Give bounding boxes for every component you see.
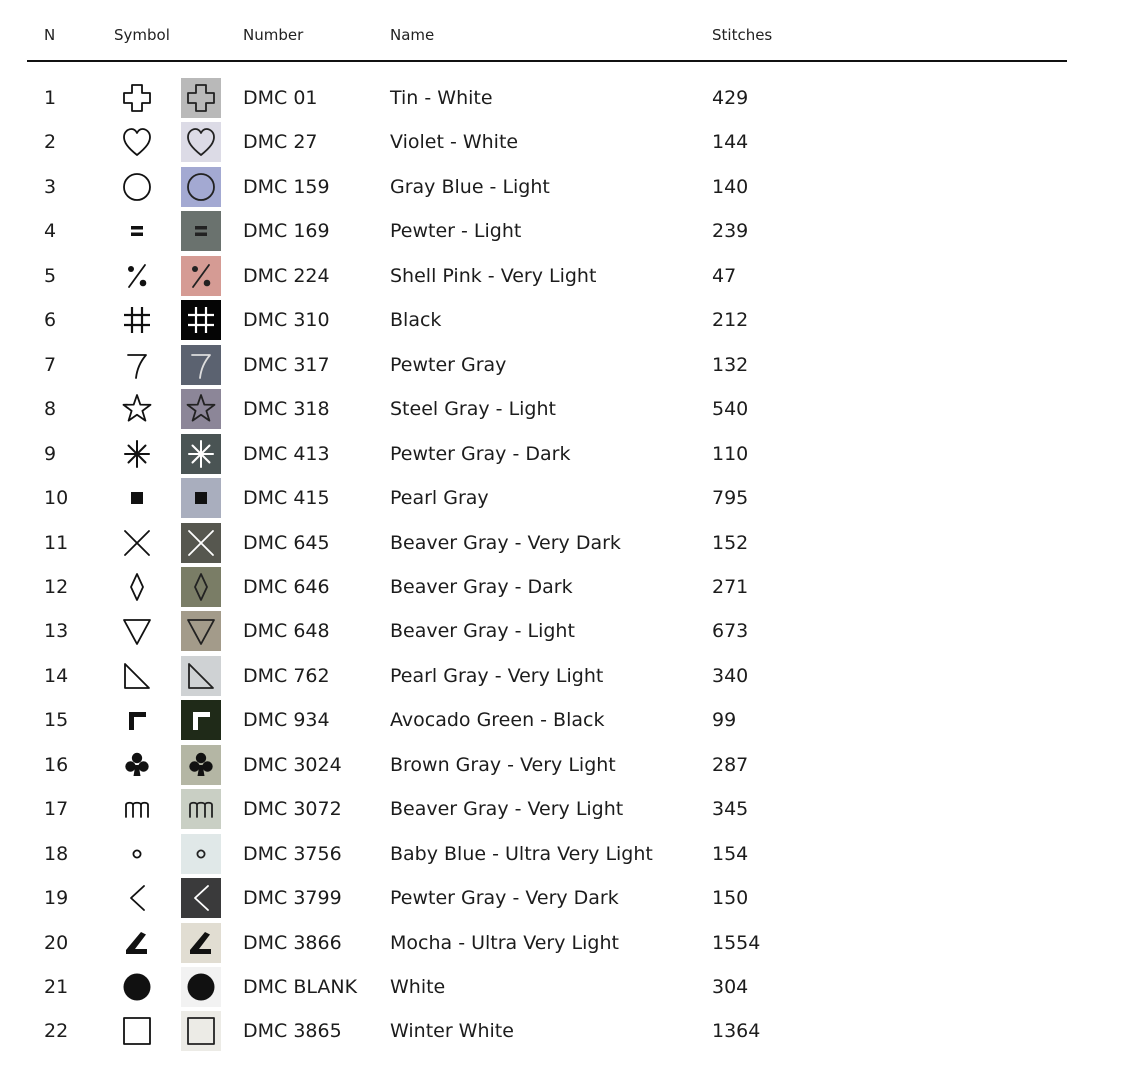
hash-icon bbox=[117, 300, 157, 340]
row-index: 13 bbox=[44, 620, 69, 643]
diamond-outline-icon bbox=[117, 567, 157, 607]
table-row bbox=[0, 654, 1140, 698]
header-number: Number bbox=[243, 26, 304, 44]
color-swatch bbox=[181, 300, 221, 340]
thread-number: DMC 3756 bbox=[243, 842, 342, 865]
corner-bracket-icon bbox=[117, 700, 157, 740]
filled-circle-icon bbox=[117, 967, 157, 1007]
star-outline-icon bbox=[117, 389, 157, 429]
table-row bbox=[0, 921, 1140, 965]
color-swatch bbox=[181, 611, 221, 651]
thread-name: Pearl Gray bbox=[390, 487, 489, 510]
color-swatch bbox=[181, 167, 221, 207]
color-swatch bbox=[181, 700, 221, 740]
angle-mark-icon bbox=[117, 923, 157, 963]
club-icon bbox=[117, 745, 157, 785]
table-row bbox=[0, 387, 1140, 431]
row-index: 3 bbox=[44, 175, 57, 198]
chevron-left-icon bbox=[117, 878, 157, 918]
color-swatch bbox=[181, 389, 221, 429]
table-row bbox=[0, 476, 1140, 520]
row-index: 12 bbox=[44, 575, 69, 598]
header-name: Name bbox=[390, 26, 435, 44]
thread-name: Pearl Gray - Very Light bbox=[390, 664, 604, 687]
thread-name: White bbox=[390, 976, 446, 998]
row-index: 5 bbox=[44, 264, 57, 287]
thread-number: DMC 415 bbox=[243, 487, 330, 510]
stitch-count: 345 bbox=[712, 798, 749, 821]
thread-name: Pewter Gray - Very Dark bbox=[390, 887, 619, 910]
color-swatch bbox=[181, 834, 221, 874]
square-outline-icon bbox=[117, 1011, 157, 1051]
stitch-count: 47 bbox=[712, 264, 737, 287]
stitch-count: 340 bbox=[712, 664, 749, 687]
stitch-count: 140 bbox=[712, 175, 749, 198]
row-index: 16 bbox=[44, 753, 69, 776]
thread-number: DMC 3072 bbox=[243, 798, 342, 821]
thread-number: DMC 3024 bbox=[243, 753, 342, 776]
thread-name: Steel Gray - Light bbox=[390, 398, 556, 421]
stitch-count: 1364 bbox=[712, 1020, 761, 1043]
color-swatch bbox=[181, 923, 221, 963]
table-row bbox=[0, 165, 1140, 209]
color-swatch bbox=[181, 567, 221, 607]
row-index: 19 bbox=[44, 887, 69, 910]
x-mark-icon bbox=[117, 523, 157, 563]
thread-number: DMC 224 bbox=[243, 264, 330, 287]
color-swatch bbox=[181, 656, 221, 696]
thread-name: Mocha - Ultra Very Light bbox=[390, 931, 619, 954]
thread-name: Pewter Gray - Dark bbox=[390, 442, 571, 465]
equals-icon bbox=[117, 211, 157, 251]
seven-icon bbox=[117, 345, 157, 385]
thread-number: DMC 934 bbox=[243, 709, 330, 732]
asterisk-icon bbox=[117, 434, 157, 474]
right-triangle-icon bbox=[117, 656, 157, 696]
thread-name: Tin - White bbox=[390, 87, 493, 109]
stitch-count: 287 bbox=[712, 753, 749, 776]
thread-number: DMC 318 bbox=[243, 398, 330, 421]
thread-number: DMC 3866 bbox=[243, 931, 342, 954]
stitch-count: 304 bbox=[712, 976, 749, 998]
color-swatch bbox=[181, 789, 221, 829]
thread-name: Winter White bbox=[390, 1020, 514, 1043]
table-row bbox=[0, 1009, 1140, 1053]
small-circle-icon bbox=[117, 834, 157, 874]
percent-icon bbox=[117, 256, 157, 296]
heart-outline-icon bbox=[117, 122, 157, 162]
circle-outline-icon bbox=[117, 167, 157, 207]
color-swatch bbox=[181, 256, 221, 296]
table-row bbox=[0, 120, 1140, 164]
stitch-count: 110 bbox=[712, 442, 749, 465]
thread-number: DMC 317 bbox=[243, 353, 330, 376]
stitch-count: 150 bbox=[712, 887, 749, 910]
header-n: N bbox=[44, 26, 56, 44]
table-row bbox=[0, 343, 1140, 387]
thread-name: Beaver Gray - Dark bbox=[390, 575, 573, 598]
table-row bbox=[0, 298, 1140, 342]
thread-name: Pewter Gray bbox=[390, 353, 507, 376]
thread-number: DMC 3865 bbox=[243, 1020, 342, 1043]
table-row bbox=[0, 254, 1140, 298]
thread-number: DMC 159 bbox=[243, 175, 330, 198]
stitch-count: 540 bbox=[712, 398, 749, 421]
triangle-down-outline-icon bbox=[117, 611, 157, 651]
row-index: 15 bbox=[44, 709, 69, 732]
thread-name: Violet - White bbox=[390, 131, 519, 154]
stitch-count: 673 bbox=[712, 620, 749, 643]
thread-number: DMC BLANK bbox=[243, 976, 358, 998]
thread-number: DMC 27 bbox=[243, 131, 318, 154]
color-swatch bbox=[181, 345, 221, 385]
color-swatch bbox=[181, 122, 221, 162]
thread-name: Baby Blue - Ultra Very Light bbox=[390, 842, 653, 865]
table-row bbox=[0, 832, 1140, 876]
stitch-count: 271 bbox=[712, 575, 749, 598]
row-index: 9 bbox=[44, 442, 57, 465]
row-index: 4 bbox=[44, 220, 57, 243]
thread-number: DMC 648 bbox=[243, 620, 330, 643]
thread-name: Black bbox=[390, 309, 442, 332]
table-row bbox=[0, 565, 1140, 609]
row-index: 22 bbox=[44, 1020, 69, 1043]
row-index: 20 bbox=[44, 931, 69, 954]
thread-number: DMC 413 bbox=[243, 442, 330, 465]
color-swatch bbox=[181, 523, 221, 563]
small-square-icon bbox=[117, 478, 157, 518]
header-symbol: Symbol bbox=[114, 26, 170, 44]
header-divider bbox=[27, 60, 1067, 62]
m-letter-icon bbox=[117, 789, 157, 829]
thread-number: DMC 645 bbox=[243, 531, 330, 554]
stitch-count: 1554 bbox=[712, 931, 761, 954]
stitch-count: 152 bbox=[712, 531, 749, 554]
header-stitches: Stitches bbox=[712, 26, 773, 44]
thread-number: DMC 310 bbox=[243, 309, 330, 332]
thread-name: Beaver Gray - Very Light bbox=[390, 798, 624, 821]
cross-outline-icon bbox=[117, 78, 157, 118]
thread-number: DMC 01 bbox=[243, 87, 318, 109]
thread-name: Beaver Gray - Very Dark bbox=[390, 531, 621, 554]
table-row bbox=[0, 432, 1140, 476]
stitch-count: 132 bbox=[712, 353, 749, 376]
stitch-count: 99 bbox=[712, 709, 737, 732]
row-index: 8 bbox=[44, 398, 57, 421]
color-swatch bbox=[181, 478, 221, 518]
table-row bbox=[0, 521, 1140, 565]
row-index: 7 bbox=[44, 353, 57, 376]
color-swatch bbox=[181, 745, 221, 785]
table-row bbox=[0, 698, 1140, 742]
color-swatch bbox=[181, 1011, 221, 1051]
color-swatch bbox=[181, 78, 221, 118]
color-swatch bbox=[181, 434, 221, 474]
thread-name: Gray Blue - Light bbox=[390, 175, 550, 198]
stitch-count: 429 bbox=[712, 87, 749, 109]
table-row bbox=[0, 787, 1140, 831]
row-index: 10 bbox=[44, 487, 69, 510]
row-index: 2 bbox=[44, 131, 57, 154]
thread-name: Brown Gray - Very Light bbox=[390, 753, 616, 776]
table-row bbox=[0, 76, 1140, 120]
thread-number: DMC 762 bbox=[243, 664, 330, 687]
table-row bbox=[0, 209, 1140, 253]
color-swatch bbox=[181, 878, 221, 918]
stitch-count: 154 bbox=[712, 842, 749, 865]
thread-number: DMC 169 bbox=[243, 220, 330, 243]
stitch-count: 795 bbox=[712, 487, 749, 510]
stitch-count: 212 bbox=[712, 309, 749, 332]
thread-number: DMC 646 bbox=[243, 575, 330, 598]
table-row bbox=[0, 743, 1140, 787]
stitch-count: 239 bbox=[712, 220, 749, 243]
row-index: 21 bbox=[44, 976, 69, 998]
thread-name: Avocado Green - Black bbox=[390, 709, 605, 732]
row-index: 18 bbox=[44, 842, 69, 865]
table-row bbox=[0, 965, 1140, 1009]
color-swatch bbox=[181, 211, 221, 251]
row-index: 6 bbox=[44, 309, 57, 332]
thread-name: Beaver Gray - Light bbox=[390, 620, 575, 643]
table-row bbox=[0, 609, 1140, 653]
row-index: 14 bbox=[44, 664, 69, 687]
table-row bbox=[0, 876, 1140, 920]
thread-number: DMC 3799 bbox=[243, 887, 342, 910]
color-swatch bbox=[181, 967, 221, 1007]
row-index: 1 bbox=[44, 87, 57, 109]
thread-name: Pewter - Light bbox=[390, 220, 522, 243]
row-index: 17 bbox=[44, 798, 69, 821]
stitch-count: 144 bbox=[712, 131, 749, 154]
thread-name: Shell Pink - Very Light bbox=[390, 264, 597, 287]
row-index: 11 bbox=[44, 531, 69, 554]
